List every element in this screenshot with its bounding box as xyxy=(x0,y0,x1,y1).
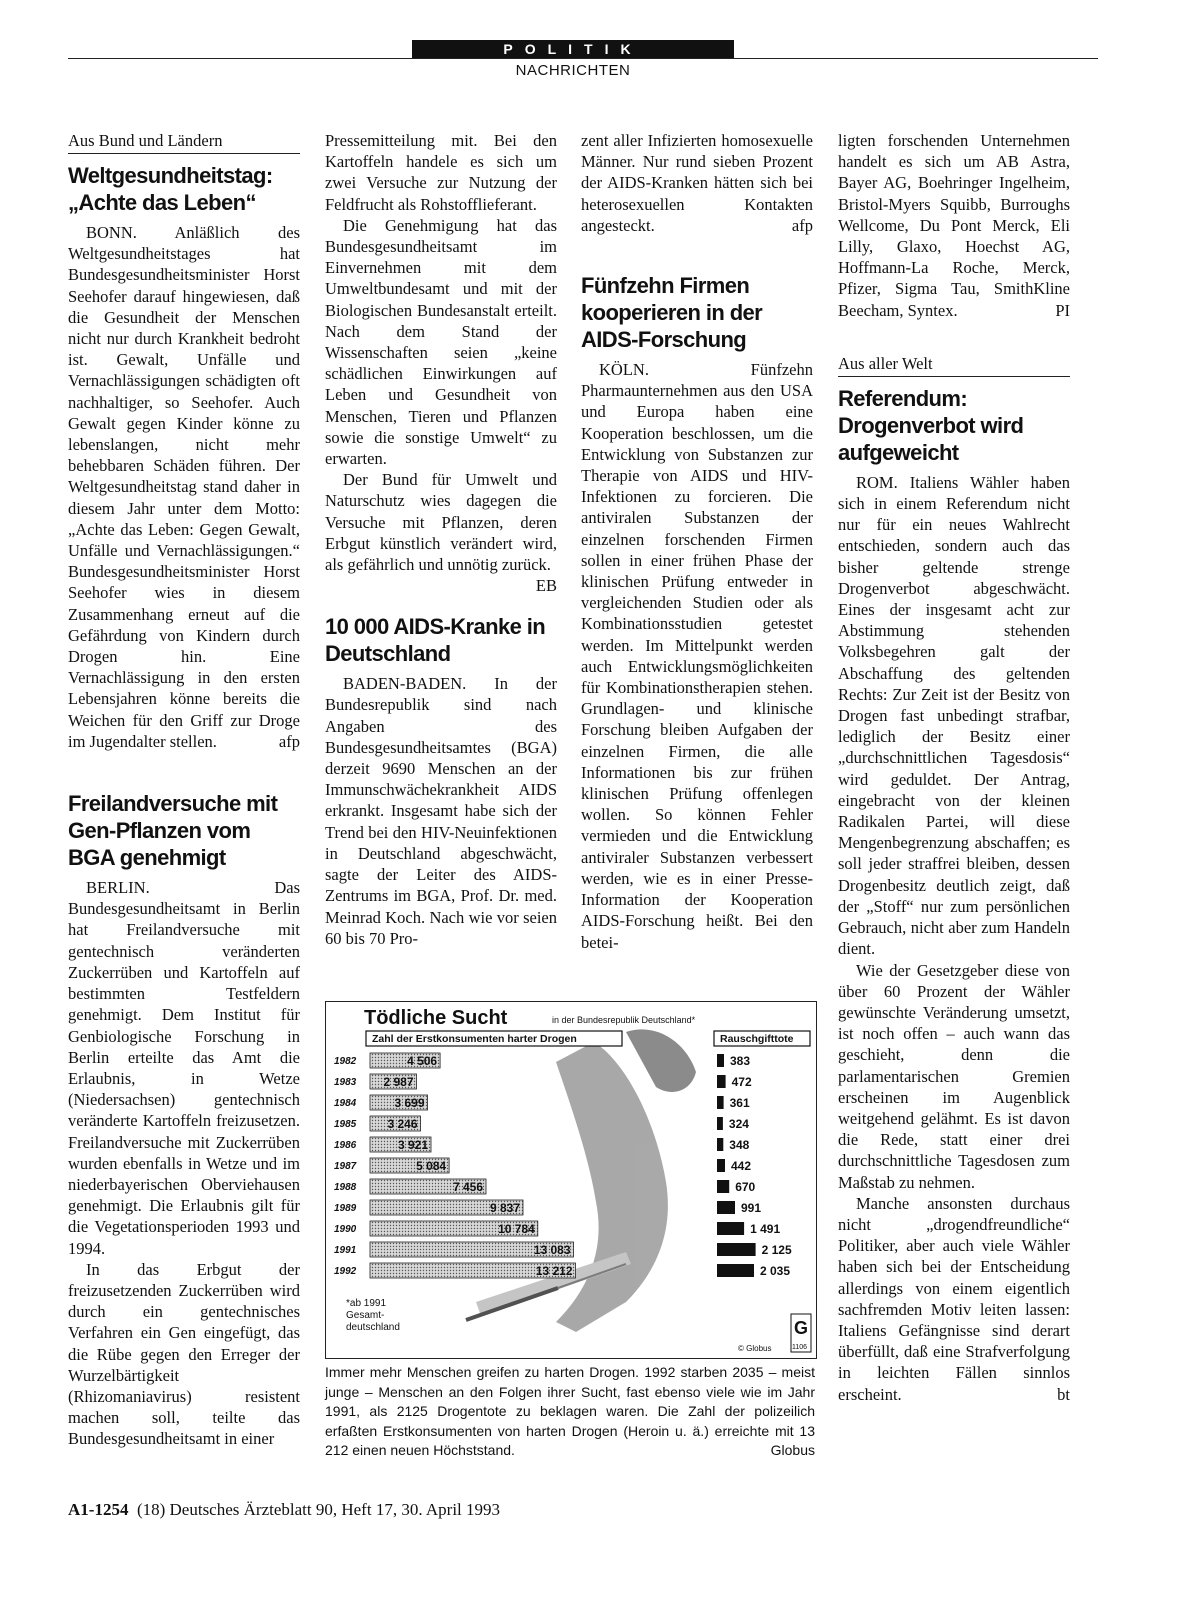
year-label: 1991 xyxy=(334,1245,357,1256)
signature: EB xyxy=(535,576,557,596)
section-label: POLITIK xyxy=(503,41,643,57)
col3-paragraph-1: zent aller Infizierten homosexuelle Männer. Nur rund sieben Prozent der AIDS-Kranken hätten sich bei heterosexuellen Kontakten angesteckt. afp xyxy=(581,131,813,235)
erstkonsumenten-value: 3 921 xyxy=(397,1138,428,1152)
rauschgifttote-value: 1 491 xyxy=(750,1222,781,1236)
column-4 xyxy=(838,130,1070,1405)
rauschgifttote-value: 2 035 xyxy=(760,1264,791,1278)
year-label: 1986 xyxy=(334,1140,357,1151)
column-1 xyxy=(68,130,300,1450)
col2-paragraph-2: Die Genehmigung hat das Bundesgesundheitsamt im Einvernehmen mit dem Umweltbundesamt und mit der Biologischen Bundesanstalt erteilt. Nach dem Stand der Wissenschaften seien „keine schädlichen Einwirkungen auf Leben und Gesundheit von Menschen, Tieren und Pflanzen sowie die sonstige Umwelt“ zu erwarten. xyxy=(325,215,557,469)
col2-paragraph-1: Pressemitteilung mit. Bei den Kartoffeln handele es sich um zwei Versuche zur Nutzung der Feldfrucht als Rohstofflieferant. xyxy=(325,131,557,214)
article-referendum-p3: Manche ansonsten durchaus nicht „drogendfreundliche“ Politiker, aber auch viele Wähler haben sich bei der Entscheidung allerdings von einem eigentlich sachfremden Motiv leiten lassen: Italiens Gefängnisse sind derart überfüllt, daß eine Strafverfolgung in leichten Fällen sinnlos erscheint. bt xyxy=(838,1193,1070,1404)
col4-paragraph-1: ligten forschenden Unternehmen handelt es sich um AB Astra, Bayer AG, Boehringer Ingelheim, Bristol-Myers Squibb, Burroughs Wellcome, Du Pont Merck, Eli Lilly, Glaxo, Hoechst AG, Hoffmann-La Roche, Merck, Pfizer, Sigma Tau, SmithKline Beecham, Syntex. PI xyxy=(838,131,1070,320)
rauschgifttote-bar xyxy=(717,1075,726,1088)
erstkonsumenten-value: 4 506 xyxy=(407,1054,438,1068)
article-freilandversuche-p1: BERLIN. Das Bundesgesundheitsamt in Berlin hat Freilandversuche mit gentechnisch veränderten Zuckerrüben und Kartoffeln auf bestimmten Testfeldern genehmigt. Dem Institut für Genbiologische Forschung in Berlin erteilte das Amt die Erlaubnis, in Wetze (Niedersachsen) gentechnisch veränderte Kartoffeln freizusetzen. Freilandversuche mit Zuckerrüben wurden ebenfalls in Wetze und im niederbayerischen Oberviehausen genehmigt. Die Erlaubnis gilt für die Vegetationsperioden 1993 und 1994. xyxy=(68,878,300,1258)
subsection-label: NACHRICHTEN xyxy=(515,62,631,79)
rauschgifttote-value: 670 xyxy=(735,1180,756,1194)
chart-toedliche-sucht xyxy=(325,1001,817,1359)
header-rule xyxy=(68,58,1098,59)
erstkonsumenten-value: 13 083 xyxy=(533,1243,571,1257)
article-referendum-p2: Wie der Gesetzgeber diese von über 60 Prozent der Wähler gewünschte Veränderung umsetzt, ist noch offen – auch wann das geschieht, denn die parlamentarischen Gremien erscheinen im Augenblick weitgehend gelähmt. Es ist davon die Rede, statt einer drei durchschnittliche Tagesdosen zum Maßstab zu nehmen. xyxy=(838,960,1070,1192)
illustration-arm xyxy=(466,1029,696,1332)
erstkonsumenten-value: 7 456 xyxy=(452,1180,483,1194)
rauschgifttote-bar xyxy=(717,1117,723,1130)
series1-label: Zahl der Erstkonsumenten harter Drogen xyxy=(372,1033,577,1045)
column-2 xyxy=(325,130,557,949)
year-label: 1989 xyxy=(334,1203,357,1214)
year-label: 1988 xyxy=(334,1182,357,1193)
headline-weltgesundheitstag: Weltgesundheitstag: „Achte das Leben“ xyxy=(68,163,273,215)
column-3 xyxy=(581,130,813,953)
chart-caption xyxy=(325,1363,815,1461)
chart-subtitle: in der Bundesrepublik Deutschland* xyxy=(552,1015,696,1025)
page-number: A1-1254 xyxy=(68,1500,129,1519)
headline-freilandversuche: Freilandversuche mit Gen-Pflanzen vom BGA genehmigt xyxy=(68,791,278,871)
chart-title: Tödliche Sucht xyxy=(364,1007,508,1029)
rauschgifttote-value: 442 xyxy=(731,1159,752,1173)
headline-referendum: Referendum: Drogenverbot wird aufgeweicht xyxy=(838,385,1024,465)
chart-footnote-3: deutschland xyxy=(346,1322,400,1333)
rauschgifttote-bar xyxy=(717,1201,735,1214)
year-label: 1982 xyxy=(334,1056,357,1067)
erstkonsumenten-value: 10 784 xyxy=(498,1222,535,1236)
rauschgifttote-bar xyxy=(717,1222,744,1235)
article-fuenfzehn-firmen-body: KÖLN. Fünfzehn Pharmaunternehmen aus den USA und Europa haben eine Kooperation beschlossen, um die Entwicklung von Substanzen zur Therapie von AIDS und HIV-Infektionen zu forcieren. Die antiviralen Substanzen der einzelnen forschenden Firmen sollen in einer frühen Phase der klinischen Prüfung entweder in vergleichenden Studien oder als Kombinationsstudien getestet werden. Im Mittelpunkt werden auch Entwicklungsmöglichkeiten für Kombinationstherapien stehen. Grundlagen- und klinische Forschung bleiben Aufgaben der einzelnen Firmen, die alle Informationen bis zur frühen klinischen Prüfung offenlegen wollen. So können Fehler vermieden und die Entwicklung antiviraler Substanzen verbessert werden, wie es in einer Presse-Information der Kooperation AIDS-Forschung heißt. Bei den betei- xyxy=(581,360,813,952)
erstkonsumenten-value: 3 699 xyxy=(394,1096,425,1110)
footer-text: (18) Deutsches Ärzteblatt 90, Heft 17, 30. April 1993 xyxy=(136,1500,501,1519)
erstkonsumenten-value: 13 212 xyxy=(535,1264,573,1278)
year-label: 1983 xyxy=(334,1077,357,1088)
erstkonsumenten-value: 9 837 xyxy=(489,1201,520,1215)
chart-footnote-1: *ab 1991 xyxy=(346,1298,387,1309)
article-aids-kranke-body: BADEN-BADEN. In der Bundesrepublik sind nach Angaben des Bundesgesundheitsamtes (BGA) derzeit 9690 Menschen an der Immunschwächekrankheit AIDS erkrankt. Insgesamt habe sich der Trend bei den HIV-Neuinfektionen in Deutschland abgeschwächt, sagte der Leiter des AIDS-Zentrums im BGA, Prof. Dr. med. Meinrad Koch. Nach wie vor seien 60 bis 70 Pro- xyxy=(325,674,557,948)
year-label: 1985 xyxy=(334,1119,357,1130)
erstkonsumenten-value: 3 246 xyxy=(387,1117,418,1131)
rauschgifttote-value: 472 xyxy=(731,1075,752,1089)
col2-paragraph-3: Der Bund für Umwelt und Naturschutz wies dagegen die Versuche mit Pflanzen, deren Erbgut künstlich verändert wird, als gefährlich und unnötig zurück. EB xyxy=(325,470,557,596)
chart-code: 1106 xyxy=(792,1344,808,1351)
signature: afp xyxy=(791,215,813,235)
rauschgifttote-value: 991 xyxy=(741,1201,762,1215)
rauschgifttote-bar xyxy=(717,1054,724,1067)
article-weltgesundheitstag-body: BONN. Anläßlich des Weltgesundheitstages hat Bundesgesundheitsminister Horst Seehofer darauf hingewiesen, daß die Gesundheit der Menschen nicht nur durch Krankheit bedroht ist. Gewalt, Unfälle und Vernachlässigungen schädigten oft nachhaltiger, so Seehofer. Auch Gewalt gegen Kinder könne zu lebenslangen, nicht mehr behebbaren Schäden führen. Der Weltgesundheitstag stand daher in diesem Jahr unter dem Motto: „Achte das Leben: Gegen Gewalt, Unfälle und Vernachlässigungen.“ Bundesgesundheitsminister Horst Seehofer wies in diesem Zusammenhang erneut auf die Gefährdung von Kindern durch Drogen hin. Eine Vernachlässigung in den ersten Lebensjahren könne bereits die Weichen für den Griff zur Droge im Jugendalter stellen. afp xyxy=(68,223,300,751)
article-referendum-p1: ROM. Italiens Wähler haben sich in einem Referendum nicht nur für ein neues Wahlrecht entschieden, sondern auch das bisher geltende strenge Drogenverbot abgeschwächt. Eines der insgesamt acht zur Abstimmung stehenden Volksbegehren galt der Abschaffung des geltenden Rechts: Zur Zeit ist der Besitz von Drogen fast unbedingt strafbar, lediglich der Besitz einer „durchschnittlichen Tagesdosis“ wird geduldet. Der Antrag, eingebracht von der kleinen Radikalen Partei, will diese Mengenbegrenzung abschaffen; es soll jeder straffrei bleiben, dessen Drogenbesitz deutlich zeigt, daß der „Stoff“ nur zum persönlichen Gebrauch, nicht aber zum Handeln dient. xyxy=(838,472,1070,959)
rauschgifttote-bar xyxy=(717,1159,725,1172)
caption-text: Immer mehr Menschen greifen zu harten Drogen. 1992 starben 2035 – meist junge – Menschen an den Folgen ihrer Sucht, fast ebenso viele wie im Jahr 1991, als 2125 Drogentote zu beklagen waren. Die Zahl der polizeilich erfaßten Erstkonsumenten von harten Drogen (Heroin u. ä.) erreichte mit 13 212 einen neuen Höchststand. xyxy=(325,1364,815,1458)
signature: afp xyxy=(278,731,300,751)
signature: PI xyxy=(1055,300,1070,320)
rauschgifttote-bar xyxy=(717,1180,729,1193)
year-label: 1992 xyxy=(334,1266,357,1277)
headline-fuenfzehn-firmen: Fünfzehn Firmen kooperieren in der AIDS-Forschung xyxy=(581,273,763,353)
rauschgifttote-value: 324 xyxy=(728,1117,749,1131)
rauschgifttote-bar xyxy=(717,1264,754,1277)
rauschgifttote-value: 361 xyxy=(729,1096,750,1110)
chart-footnote-2: Gesamt- xyxy=(346,1310,385,1321)
article-freilandversuche-p2: In das Erbgut der freizusetzenden Zuckerrüben wird durch ein gentechnisches Verfahren ein Gen eingefügt, das die Rübe gegen den Erreger der Wurzelbärtigkeit (Rhizomaniavirus) resistent machen soll, teilte das Bundesgesundheitsamt in einer xyxy=(68,1259,300,1449)
year-label: 1987 xyxy=(334,1161,357,1172)
kicker-aus-aller-welt: Aus aller Welt xyxy=(838,353,1070,377)
year-label: 1984 xyxy=(334,1098,357,1109)
year-label: 1990 xyxy=(334,1224,357,1235)
headline-aids-kranke: 10 000 AIDS-Kranke in Deutschland xyxy=(325,614,546,667)
rauschgifttote-value: 383 xyxy=(730,1054,751,1068)
rauschgifttote-bar xyxy=(717,1243,756,1256)
erstkonsumenten-value: 2 987 xyxy=(383,1075,414,1089)
chart-svg xyxy=(326,1002,816,1358)
rauschgifttote-bar xyxy=(717,1138,723,1151)
erstkonsumenten-value: 5 084 xyxy=(416,1159,447,1173)
page-footer xyxy=(68,1500,500,1520)
caption-credit: Globus xyxy=(770,1442,815,1458)
globus-logo: G xyxy=(794,1318,809,1338)
rauschgifttote-bar xyxy=(717,1096,724,1109)
kicker-bund-laender: Aus Bund und Ländern xyxy=(68,130,300,154)
signature: bt xyxy=(1057,1384,1070,1404)
series2-label: Rauschgifttote xyxy=(720,1033,794,1045)
rauschgifttote-value: 2 125 xyxy=(761,1243,792,1257)
rauschgifttote-value: 348 xyxy=(729,1138,750,1152)
chart-credit: © Globus xyxy=(738,1344,772,1353)
